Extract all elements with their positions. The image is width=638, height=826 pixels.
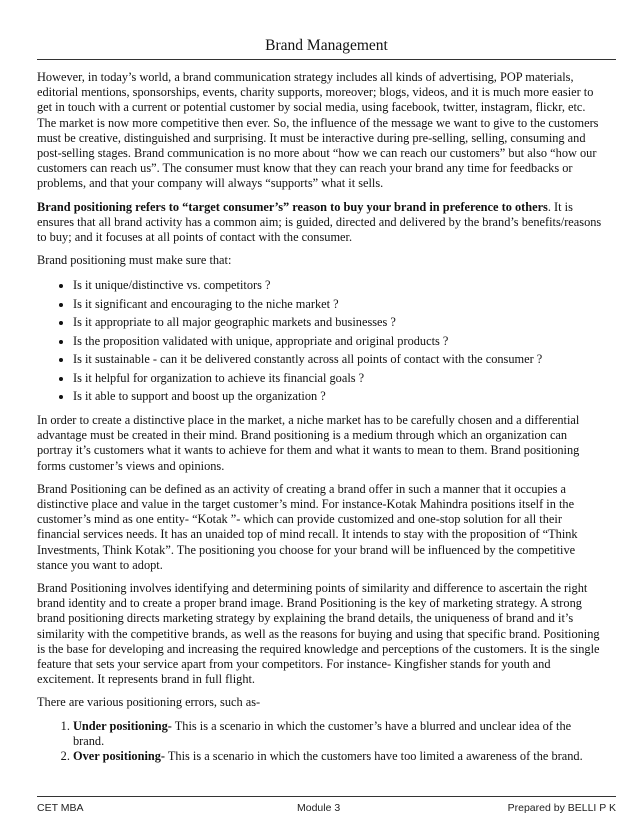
footer-module: Module 3 xyxy=(297,802,341,814)
paragraph-brand-communication: However, in today’s world, a brand communication strategy includes all kinds of advertising, POP materials, editorial mentions, sponsorships, events, charity supports, moreover; blogs, videos, and it is much more easier to get in touch with a current or potential customer by social media, using facebook, twitter, instagram, flickr, etc. The market is now more competitive then ever. So, the influence of the message we want to give to the customers must be creative, distinguished and surprising. It must be interactive during pre-selling, selling, consuming and post-selling stages. Brand communication is no more about “how we can reach our customers” but also “how our customers can reach us”. The consumer must know that they can reach your brand any time for feedbacks or problems, and that your company will always “supports” what it sells. xyxy=(37,70,599,191)
list-item: • Is it unique/distinctive vs. competitors ? xyxy=(73,276,602,295)
paragraph-niche-market: In order to create a distinctive place in the market, a niche market has to be carefully chosen and a differential advantage must be created in their mind. Brand positioning is a medium through which an organization can portray it’s customers what it wants to achieve for them and what it wants to mean to them. Brand positioning forms customer’s views and opinions. xyxy=(37,412,580,473)
positioning-checklist xyxy=(37,276,602,406)
paragraph-brand-identity: Brand Positioning involves identifying and determining points of similarity and difference to ascertain the right brand identity and to create a proper brand image. Brand Positioning is the key of marketing strategy. A strong brand positioning directs marketing strategy by explaining the brand details, the uniqueness of brand and it’s similarity with the competitive brands, as well as the reasons for buying and using that specific brand. Positioning is the base for developing and increasing the required knowledge and perceptions of the customers. It is the single feature that sets your service apart from your competitors. For instance- Kingfisher stands for youth and excitement. It represents brand in full flight. xyxy=(37,580,600,687)
list-item xyxy=(73,749,602,764)
list-item: • Is it sustainable - can it be delivered constantly across all points of contact with the consumer ? xyxy=(73,350,602,369)
page-header xyxy=(37,37,616,60)
list-item: • Is it significant and encouraging to the niche market ? xyxy=(73,295,602,314)
list-item xyxy=(73,719,602,749)
paragraph-kotak-example: Brand Positioning can be defined as an activity of creating a brand offer in such a manner that it occupies a distinctive place and value in the target customer’s mind. For instance-Kotak Mahindra positions itself in the customer’s mind as one entity- “Kotak ”- which can provide customized and one-stop solution for all their financial services needs. It has an unaided top of mind recall. It intends to stay with the proposition of “Think Investments, Think Kotak”. The positioning you choose for your brand will be influenced by the competitive stance you want to adopt. xyxy=(37,481,578,572)
list-item: • Is it appropriate to all major geographic markets and businesses ? xyxy=(73,313,602,332)
list-item: • Is the proposition validated with unique, appropriate and original products ? xyxy=(73,332,602,351)
error-term: Under positioning- xyxy=(73,718,172,733)
bold-definition: Brand positioning refers to “target consumer’s” reason to buy your brand in preference to others xyxy=(37,199,548,214)
list-item: • Is it able to support and boost up the organization ? xyxy=(73,387,602,406)
footer-author: Prepared by BELLI P K xyxy=(507,802,616,814)
error-text: This is a scenario in which the customer’s have a blurred and unclear idea of the brand. xyxy=(73,718,572,748)
paragraph-brand-positioning-definition xyxy=(37,200,602,246)
footer-divider xyxy=(37,796,616,797)
error-term: Over positioning- xyxy=(73,749,166,763)
paragraph-checklist-intro: Brand positioning must make sure that: xyxy=(37,253,232,268)
footer-course: CET MBA xyxy=(37,802,84,814)
list-item: • Is it helpful for organization to achieve its financial goals ? xyxy=(73,369,602,388)
paragraph-errors-intro: There are various positioning errors, such as- xyxy=(37,695,261,710)
error-text: This is a scenario in which the customers have too limited a awareness of the brand. xyxy=(165,749,583,763)
document-body xyxy=(37,70,602,764)
definition-rest: . It is ensures that all brand activity has a common aim; is guided, directed and delivered by the brand’s benefits/reasons to buy; and it focuses at all points of contact with the consumer. xyxy=(37,199,602,245)
positioning-errors-list xyxy=(37,719,602,765)
page-title: Brand Management xyxy=(265,37,388,54)
